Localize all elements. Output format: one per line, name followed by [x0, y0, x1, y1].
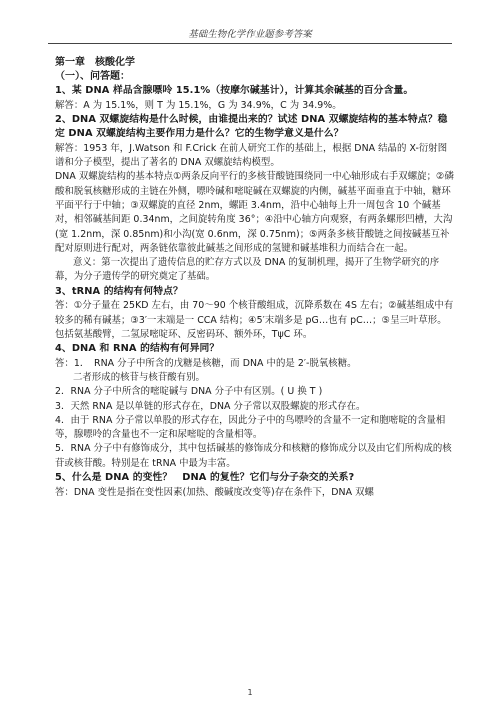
answer-4-item-3: 3．天然 RNA 是以单链的形式存在，DNA 分子常以双股螺旋的形式存在。	[55, 400, 366, 412]
answer-2-significance: 意义：第一次提出了遗传信息的贮存方式以及 DNA 的复制机理，揭开了生物学研究的序幕，为分子遗传学的研究奠定了基础。	[55, 257, 440, 283]
answer-4-item-1b: 二者形成的核苷与核苷酸有别。	[73, 371, 205, 383]
answer-4-item-4: 4．由于 RNA 分子常以单股的形式存在，因此分子中的鸟嘌呤的含量不一定和胞嘧啶的含量相等，腺嘌呤的含量也不一定和尿嘧啶的含量相等。	[55, 414, 446, 441]
section-title: （一）、问答题：	[55, 71, 130, 82]
question-3: 3、tRNA 的结构有何特点？	[55, 285, 183, 297]
answer-2-features: DNA 双螺旋结构的基本特点①两条反向平行的多核苷酸链围绕同一中心轴形成右手双螺旋；②磷酸和脱氧核糖形成的主链在外侧，嘌呤碱和嘧啶碱在双螺旋的内侧，碱基平面垂直于中轴，糖环平面平行于中轴；③双螺旋的直径 2nm，螺距 3.4nm，沿中心轴每上升一周包含 10 个碱基对，相邻碱基间距 0.34nm，之间旋转角度 36°；④沿中心轴方向观察，有两条螺形凹槽，大沟(宽 1.2nm，深 0.85nm)和小沟(宽 0.6nm，深 0.75nm)；⑤两条多核苷酸链之间按碱基互补配对原则进行配对，两条链依靠彼此碱基之间形成的氢键和碱基堆积力而结合在一起。	[55, 171, 454, 254]
answer-4-item-5: 5．RNA 分子中有修饰成分，其中包括碱基的修饰成分和核糖的修饰成分以及由它们所构成的核苷或核苷酸。特别是在 tRNA 中最为丰富。	[55, 443, 452, 469]
answer-4-item-2: 2．RNA 分子中所含的嘧啶碱与 DNA 分子中有区别。( U 换 T )	[55, 386, 323, 398]
answer-5: 答：DNA 变性是指在变性因素(加热、酸碱度改变等)存在条件下，DNA 双螺	[55, 486, 374, 498]
answer-2-history: 解答：1953 年，J.Watson 和 F.Crick 在前人研究工作的基础上，根据 DNA 结晶的 X-衍射图谱和分子模型，提出了著名的 DNA 双螺旋结构模型。	[55, 142, 448, 169]
answer-4-item-1: 答：1． RNA 分子中所含的戊糖是核糖，而 DNA 中的是 2′-脱氧核糖。	[55, 357, 357, 369]
answer-3: 答：①分子量在 25KD 左右，由 70～90 个核苷酸组成，沉降系数在 4S 左右；②碱基组成中有较多的稀有碱基；③3′一末端是一 CCA 结构；④5′末端多是 pG…也有 pC…；⑤呈三叶草形。包括氨基酸臂，二氢尿嘧啶环、反密码环、额外环，TψC 环。	[55, 300, 454, 340]
question-5: 5、什么是 DNA 的变性？ DNA 的复性？它们与分子杂交的关系?	[55, 472, 355, 484]
question-4: 4、DNA 和 RNA 的结构有何异同？	[55, 343, 220, 355]
answer-1: 解答：A 为 15.1%，则 T 为 15.1%，G 为 34.9%，C 为 34.9%。	[55, 99, 342, 111]
chapter-title: 第一章 核酸化学	[55, 57, 135, 68]
question-2: 2、DNA 双螺旋结构是什么时候，由谁提出来的？试述 DNA 双螺旋结构的基本特点？稳定 DNA 双螺旋结构主要作用力是什么？它的生物学意义是什么？	[55, 113, 448, 140]
page-number: 1	[247, 688, 253, 697]
question-1: 1、某 DNA 样品含腺嘌呤 15.1%（按摩尔碱基计），计算其余碱基的百分含量。	[55, 85, 414, 96]
page-content	[55, 56, 454, 500]
running-header: 基础生物化学作业题参考答案	[48, 26, 452, 44]
